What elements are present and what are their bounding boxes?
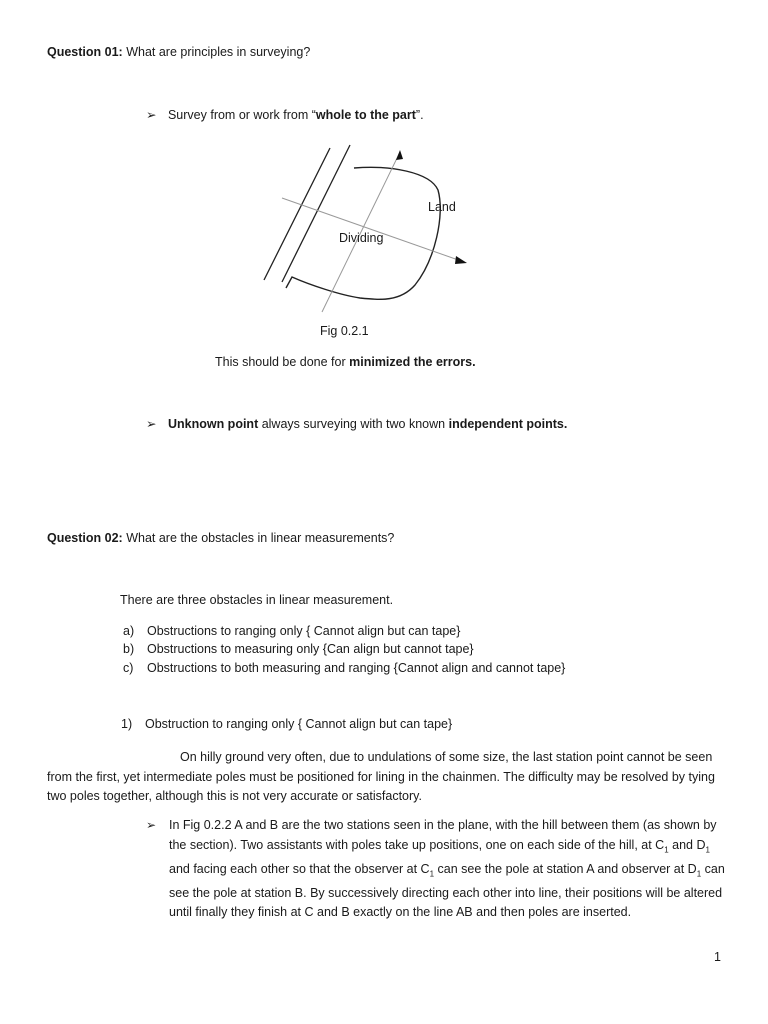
principle-2-mid: always surveying with two known — [258, 417, 449, 431]
question-01-label: Question 01: — [47, 45, 123, 59]
list-item-text: Obstructions to ranging only { Cannot align but can tape} — [147, 624, 461, 638]
paragraph-2-part-1: In Fig 0.2.2 A and B are the two stations seen in the plane, with the hill between them (as shown by the section). Two assistants with poles take up positions, one on each side of the hill, at C — [169, 818, 717, 852]
paragraph-2-part-4: can see the pole at station A and observer at D — [434, 861, 697, 876]
list-marker: a) — [123, 624, 135, 638]
subscript: 1 — [664, 845, 669, 854]
arrow-bullet-icon: ➢ — [146, 417, 157, 431]
question-02-text: What are the obstacles in linear measurements? — [122, 531, 395, 545]
errors-line-bold: minimized the errors. — [349, 355, 476, 369]
question-02 — [47, 531, 394, 545]
subscript: 1 — [705, 845, 710, 854]
principle-2-bold-1: Unknown point — [167, 417, 259, 431]
paragraph-2-part-2: and D — [668, 837, 706, 852]
question-01 — [47, 45, 310, 59]
page-number: 1 — [714, 950, 721, 964]
principle-1-text-pre: Survey from or work from “ — [167, 108, 316, 122]
list-marker: c) — [123, 661, 134, 675]
list-marker: b) — [123, 642, 135, 656]
errors-line-pre: This should be done for — [215, 355, 350, 369]
principle-1 — [146, 107, 424, 122]
paragraph-2-part-3: and facing each other so that the observer at C — [169, 861, 430, 876]
principle-1-text-bold: whole to the part — [315, 108, 416, 122]
errors-line — [215, 355, 476, 369]
section-title: Obstruction to ranging only { Cannot align but can tape} — [145, 717, 453, 731]
arrow-head-icon — [396, 150, 403, 160]
figure-label-dividing: Dividing — [339, 231, 384, 245]
figure-label-land: Land — [428, 200, 456, 214]
list-item-text: Obstructions to both measuring and ranging {Cannot align and cannot tape} — [147, 661, 566, 675]
obstacles-intro: There are three obstacles in linear measurement. — [120, 593, 394, 607]
question-02-label: Question 02: — [47, 531, 123, 545]
subscript: 1 — [696, 869, 702, 878]
figure-caption: Fig 0.2.1 — [320, 324, 369, 338]
boundary-line-right — [282, 145, 350, 282]
principle-2 — [146, 416, 567, 431]
arrow-bullet-icon: ➢ — [146, 108, 157, 122]
boundary-line-left — [264, 148, 330, 280]
paragraph-1: On hilly ground very often, due to undulations of some size, the last station point cannot be seen from the first, yet intermediate poles must be positioned for lining in the chainmen. The difficulty may be resolved by tying two poles together, although this is not very accurate or satisfactory. — [47, 750, 715, 803]
principle-1-text-post: ”. — [415, 108, 424, 122]
list-item-text: Obstructions to measuring only {Can align but cannot tape} — [147, 642, 474, 656]
paragraph-2 — [169, 816, 725, 923]
principle-2-bold-2: independent points. — [448, 417, 568, 431]
figure-0-2-1 — [250, 140, 480, 320]
subscript: 1 — [429, 869, 435, 878]
section-marker: 1) — [121, 717, 133, 731]
arrow-bullet-icon: ➢ — [146, 818, 157, 832]
question-01-text: What are principles in surveying? — [122, 45, 311, 59]
paragraph-2-part-5: can see the pole at station B. By successively directing each other into line, their positions will be altered until finally they finish at C and B exactly on the line AB and then poles are inserted. — [169, 861, 725, 919]
arrow-head-icon — [455, 256, 467, 264]
